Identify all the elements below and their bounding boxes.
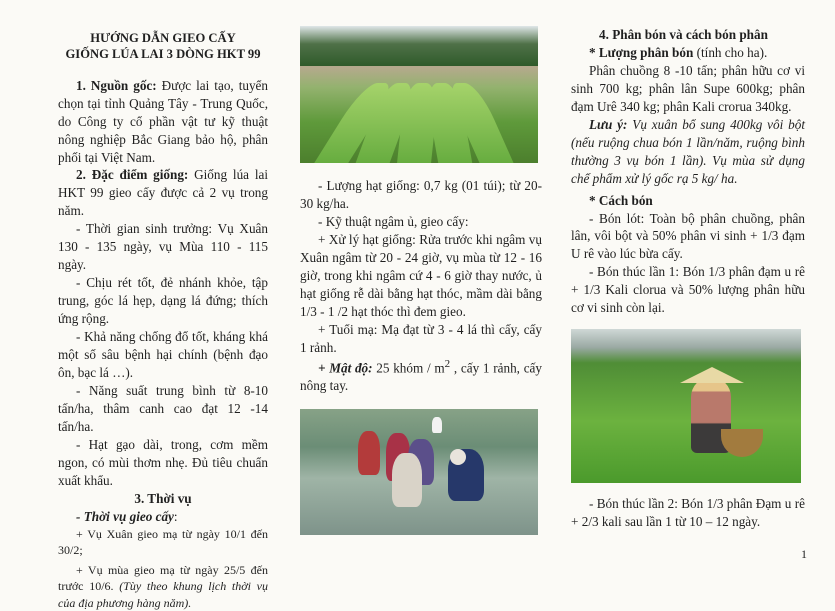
- top-dressing-1: - Bón thúc lần 1: Bón 1/3 phân đạm u rê + 1/3 Kali clorua và 50% lượng phân hữu cơ vi sinh còn lại.: [571, 264, 805, 316]
- section-characteristics-heading: 2. Đặc điểm giống:: [76, 167, 189, 183]
- characteristic-item: - Năng suất trung bình từ 8-10 tấn/ha, thâm canh cao đạt 12 -14 tấn/ha.: [58, 382, 268, 434]
- section-origin-text: Được lai tạo, tuyển chọn tại tỉnh Quảng Tây - Trung Quốc, do Công ty cổ phần vật tư kỹ thuật nông nghiệp Bắc Giang bảo hộ, phân phối tại Việt Nam.: [58, 77, 268, 165]
- fertilizer-note-text: Vụ xuân bổ sung 400kg vôi bột (nếu ruộng chua bón 1 lần/năm, ruộng bình thường 3 vụ bón 1 lần). Vụ mùa sử dụng chế phẩm xử lý gốc rạ 5 kg/ ha.: [571, 116, 805, 186]
- seed-treatment: + Xử lý hạt giống: Rửa trước khi ngâm vụ Xuân ngâm từ 20 - 24 giờ, vụ mùa từ 12 - 16 giờ, trong khi ngâm cứ 4 - 6 giờ thay nước, ủ hạt giống rễ dài bằng hạt thóc, mầm dài bằng 1/3 - 1 /2 hạt thóc thì đem gieo.: [300, 231, 542, 319]
- planting-density: [300, 357, 542, 395]
- soaking-technique: - Kỹ thuật ngâm ủ, gieo cấy:: [318, 213, 469, 229]
- characteristic-item: - Khả năng chống đổ tốt, kháng khá một số sâu bệnh hại chính (bệnh đạo ôn, bạc lá …).: [58, 329, 268, 380]
- fertilizer-amount-text: Phân chuồng 8 -10 tấn; phân hữu cơ vi sinh 700 kg; phân lân Supe 600kg; phân đạm Urê 340 kg; phân Kali crorua 340kg.: [571, 62, 805, 114]
- fertilizer-amount-label: * Lượng phân bón: [589, 44, 694, 60]
- fertilizer-amount-note: (tính cho ha).: [693, 44, 768, 60]
- section-season-heading: 3. Thời vụ: [134, 490, 192, 506]
- density-superscript: 2: [444, 357, 451, 370]
- rice-field-farmer-photo: [571, 329, 801, 483]
- section-fertilizer-heading: 4. Phân bón và cách bón phân: [599, 27, 768, 42]
- fertilizer-note-label: Lưu ý:: [589, 116, 628, 132]
- section-origin-heading: 1. Nguồn gốc:: [76, 77, 157, 93]
- section-origin: [58, 77, 268, 167]
- fertilizer-note: [571, 116, 805, 188]
- column-left: [58, 30, 268, 611]
- title-line-1: HƯỚNG DẪN GIEO CẤY: [90, 31, 236, 45]
- column-right: [571, 26, 805, 531]
- section-characteristics-text: Giống lúa lai HKT 99 gieo cấy được cả 2 vụ trong năm.: [58, 167, 269, 219]
- seedling-age: + Tuổi mạ: Mạ đạt từ 3 - 4 lá thì cấy, cấy 1 rảnh.: [300, 321, 542, 355]
- basal-fertilizing: - Bón lót: Toàn bộ phân chuồng, phân lân, vôi bột và 50% phân vi sinh + 1/3 đạm U rê vào lúc bừa cấy.: [571, 210, 805, 262]
- season-subheading: - Thời vụ gieo cấy: [76, 508, 174, 524]
- season-colon: :: [173, 508, 178, 524]
- density-text: 25 khóm / m: [372, 359, 445, 375]
- characteristic-item: - Chịu rét tốt, đẻ nhánh khỏe, tập trung, góc lá hẹp, dạng lá đứng; thích ứng rộng.: [58, 275, 268, 327]
- document-title: [58, 30, 268, 63]
- characteristic-item: - Thời gian sinh trưởng: Vụ Xuân 130 - 135 ngày, vụ Mùa 110 - 115 ngày.: [58, 221, 268, 273]
- density-tail: , cấy 1 rảnh, cấy nông tay.: [300, 359, 542, 393]
- section-season-sub: [58, 508, 268, 526]
- fertilizer-method-heading: * Cách bón: [589, 192, 653, 208]
- fertilizer-amount-heading: [571, 44, 805, 62]
- title-line-2: GIỐNG LÚA LAI 3 DÒNG HKT 99: [65, 47, 261, 62]
- characteristic-item: - Hạt gạo dài, trong, cơm mềm ngon, có mùi thơm nhẹ. Đủ tiêu chuẩn xuất khẩu.: [58, 436, 268, 488]
- season-summer-text: + Vụ mùa gieo mạ từ ngày 25/5 đến trước 10/6.: [58, 563, 268, 594]
- season-summer: [58, 562, 268, 611]
- rice-transplanting-photo: [300, 409, 538, 535]
- season-spring: + Vụ Xuân gieo mạ từ ngày 10/1 đến 30/2;: [58, 526, 268, 557]
- density-label: + Mật độ:: [318, 359, 373, 375]
- column-middle: [300, 26, 542, 535]
- section-characteristics: [58, 166, 268, 220]
- page-number: 1: [801, 547, 807, 561]
- seed-amount: - Lượng hạt giống: 0,7 kg (01 túi); từ 20-30 kg/ha.: [300, 178, 542, 211]
- top-dressing-2: - Bón thúc lần 2: Bón 1/3 phân Đạm u rê + 2/3 kali sau lần 1 từ 10 – 12 ngày.: [571, 496, 805, 530]
- season-note: (Tùy theo khung lịch thời vụ của địa phương hàng năm).: [58, 579, 269, 610]
- rice-seedbed-photo: [300, 26, 538, 163]
